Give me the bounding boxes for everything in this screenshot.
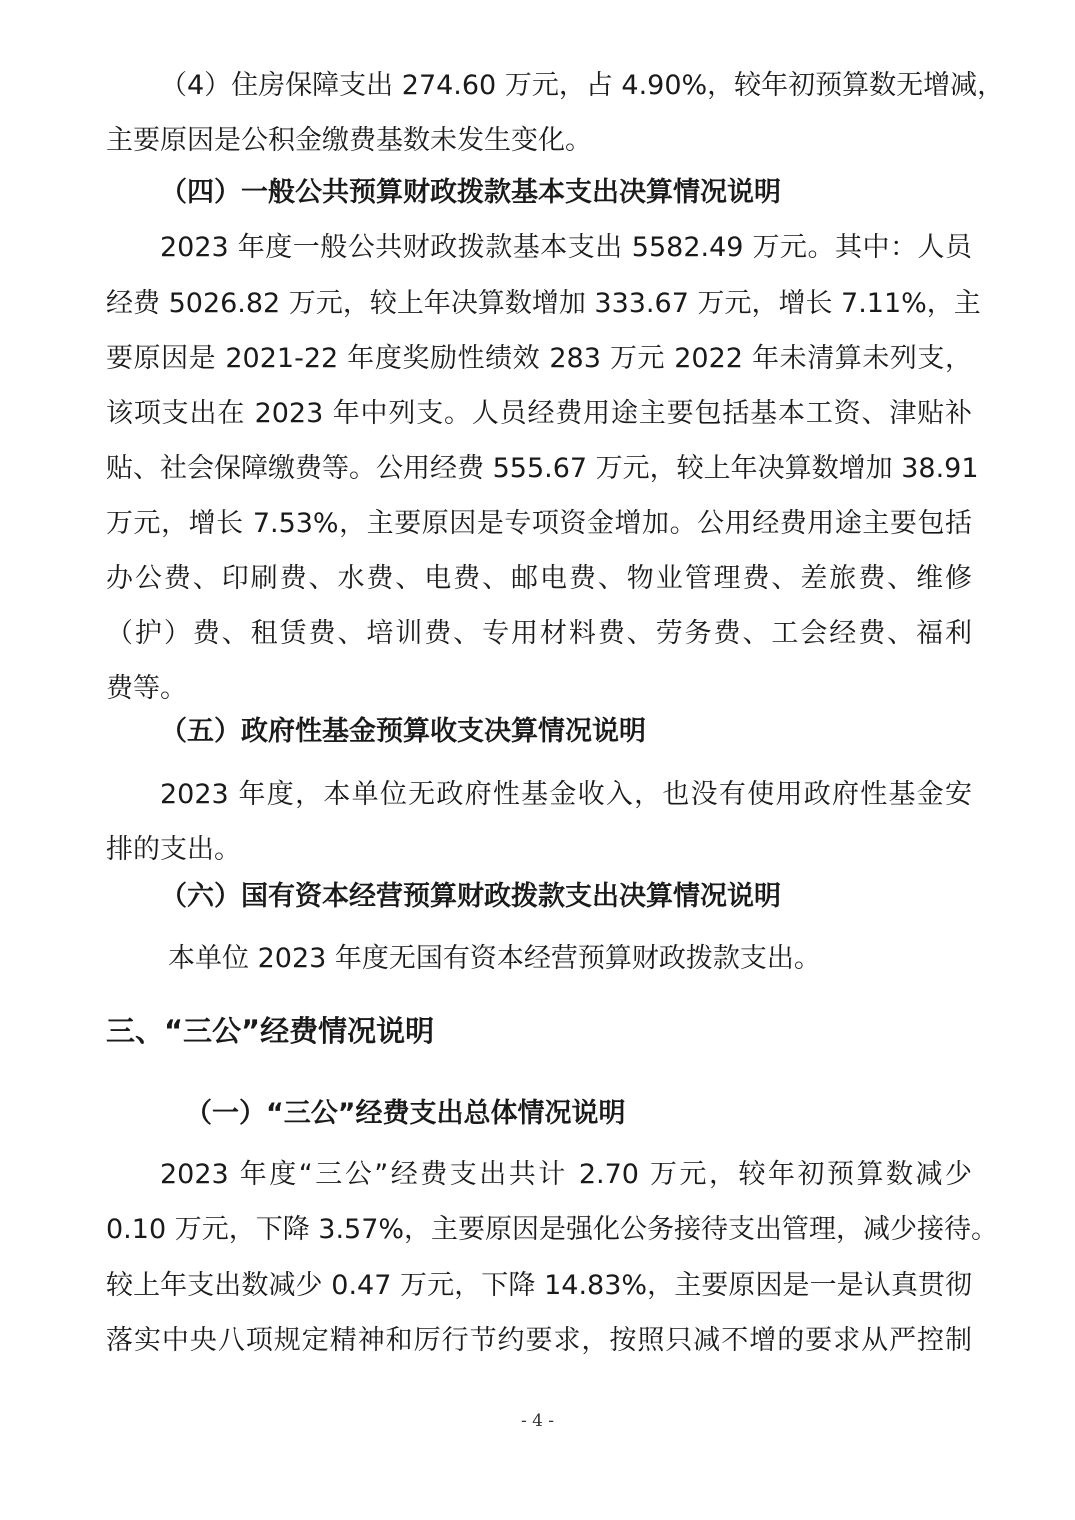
page-number: - 4 -: [520, 1411, 555, 1431]
paragraph-line: 2023 年度“三公”经费支出共计 2.70 万元，较年初预算数减少: [160, 1159, 972, 1190]
paragraph-line: 经费 5026.82 万元，较上年决算数增加 333.67 万元，增长 7.11%，主: [106, 288, 981, 319]
paragraph-line: 2023 年度一般公共财政拨款基本支出 5582.49 万元。其中：人员: [160, 232, 972, 263]
paragraph-line: 排的支出。: [106, 834, 241, 865]
paragraph-line: 费等。: [106, 673, 187, 704]
section-title-3: 三、“三公”经费情况说明: [106, 1014, 435, 1048]
paragraph-line: 落实中央八项规定精神和厉行节约要求，按照只减不增的要求从严控制: [106, 1325, 972, 1356]
section-heading-6: （六）国有资本经营预算财政拨款支出决算情况说明: [160, 881, 781, 912]
paragraph-line: 主要原因是公积金缴费基数未发生变化。: [106, 125, 592, 156]
paragraph-line: 该项支出在 2023 年中列支。人员经费用途主要包括基本工资、津贴补: [106, 398, 972, 429]
paragraph-line: 要原因是 2021-22 年度奖励性绩效 283 万元 2022 年未清算未列支，: [106, 343, 972, 374]
paragraph-line: 0.10 万元，下降 3.57%，主要原因是强化公务接待支出管理，减少接待。: [106, 1214, 999, 1245]
section-heading-4: （四）一般公共预算财政拨款基本支出决算情况说明: [160, 177, 781, 208]
paragraph-line: 本单位 2023 年度无国有资本经营预算财政拨款支出。: [168, 943, 821, 974]
paragraph-line: 万元，增长 7.53%，主要原因是专项资金增加。公用经费用途主要包括: [106, 508, 972, 539]
paragraph-line: 2023 年度，本单位无政府性基金收入，也没有使用政府性基金安: [160, 779, 972, 810]
section-heading-5: （五）政府性基金预算收支决算情况说明: [160, 716, 646, 747]
paragraph-line: （4）住房保障支出 274.60 万元，占 4.90%，较年初预算数无增减，: [160, 70, 1005, 101]
paragraph-line: 贴、社会保障缴费等。公用经费 555.67 万元，较上年决算数增加 38.91: [106, 453, 979, 484]
section-heading-3-1: （一）“三公”经费支出总体情况说明: [185, 1098, 626, 1129]
paragraph-line: （护）费、租赁费、培训费、专用材料费、劳务费、工会经费、福利: [106, 618, 972, 649]
paragraph-line: 办公费、印刷费、水费、电费、邮电费、物业管理费、差旅费、维修: [106, 563, 972, 594]
paragraph-line: 较上年支出数减少 0.47 万元，下降 14.83%，主要原因是一是认真贯彻: [106, 1270, 972, 1301]
